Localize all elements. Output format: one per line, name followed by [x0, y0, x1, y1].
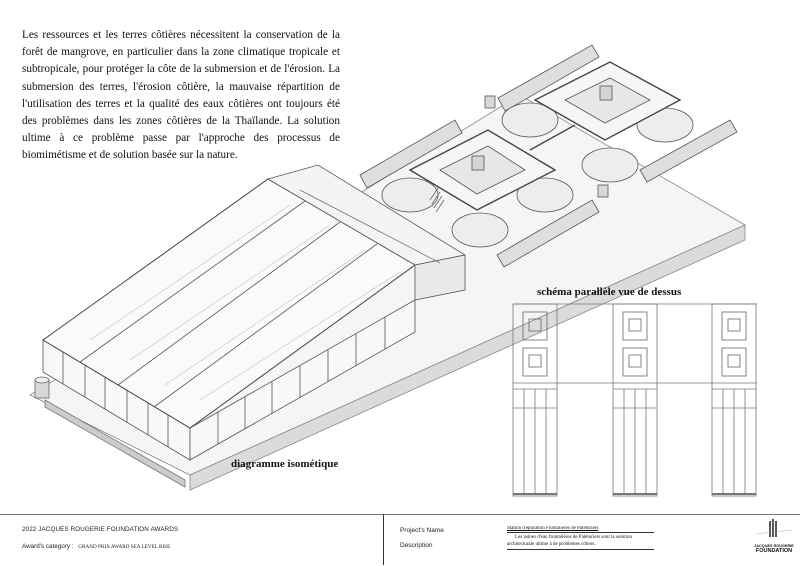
- top-view-caption: schéma parallèle vue de dessus: [537, 286, 682, 298]
- tank: [598, 185, 608, 197]
- intro-paragraph: Les ressources et les terres côtières nécessitent la conservation de la forêt de mangrove, en particulier dans la zone climatique tropicale et subtropicale, pour protéger la côte de la submersion et de l'érosion. La submersion des terres, l'érosion côtière, la mauvaise répartition de l'utilisation des terres et la qualité des eaux côtières ont toujours été des problèmes dans les zones côtières de la Thaïlande. La solution ultime à ce problème passe par l'approche des processus de biomimétisme et de solution basée sur la nature.: [22, 29, 340, 162]
- top-view-column-3: [712, 304, 756, 496]
- basin: [582, 148, 638, 182]
- description-value: Les usines d'eau frontalières de Paléturiers sont la solution architecturale ultime à de problèmes côtiers.: [507, 535, 654, 550]
- award-category-value: GRAND PRIX AWARD SEA LEVEL RISE: [78, 544, 171, 550]
- project-name-value: Station d'épuration Frontalières de Paléturiers: [507, 526, 654, 533]
- foundation-logo-icon: [752, 518, 796, 538]
- awards-title: 2022 JACQUES ROUGERIE FOUNDATION AWARDS: [22, 526, 179, 533]
- top-view-column-2: [613, 304, 657, 496]
- center-unit: [472, 156, 484, 170]
- tank: [485, 96, 495, 108]
- footer-divider: [383, 514, 384, 565]
- foundation-logo: [752, 518, 796, 562]
- isometric-caption: diagramme isométique: [231, 458, 339, 470]
- cylinder-top: [35, 377, 49, 383]
- project-name-label: Project's Name: [400, 527, 444, 534]
- center-unit: [600, 86, 612, 100]
- description-label: Description: [400, 542, 433, 549]
- basin: [382, 178, 438, 212]
- award-category-label: Award's category :: [22, 543, 74, 550]
- top-view-diagram: [513, 304, 757, 496]
- logo-line-1: JACQUES ROUGERIE: [754, 544, 794, 548]
- basin: [452, 213, 508, 247]
- logo-line-2: FOUNDATION: [755, 548, 793, 554]
- award-category: [22, 543, 170, 550]
- footer: [0, 514, 800, 566]
